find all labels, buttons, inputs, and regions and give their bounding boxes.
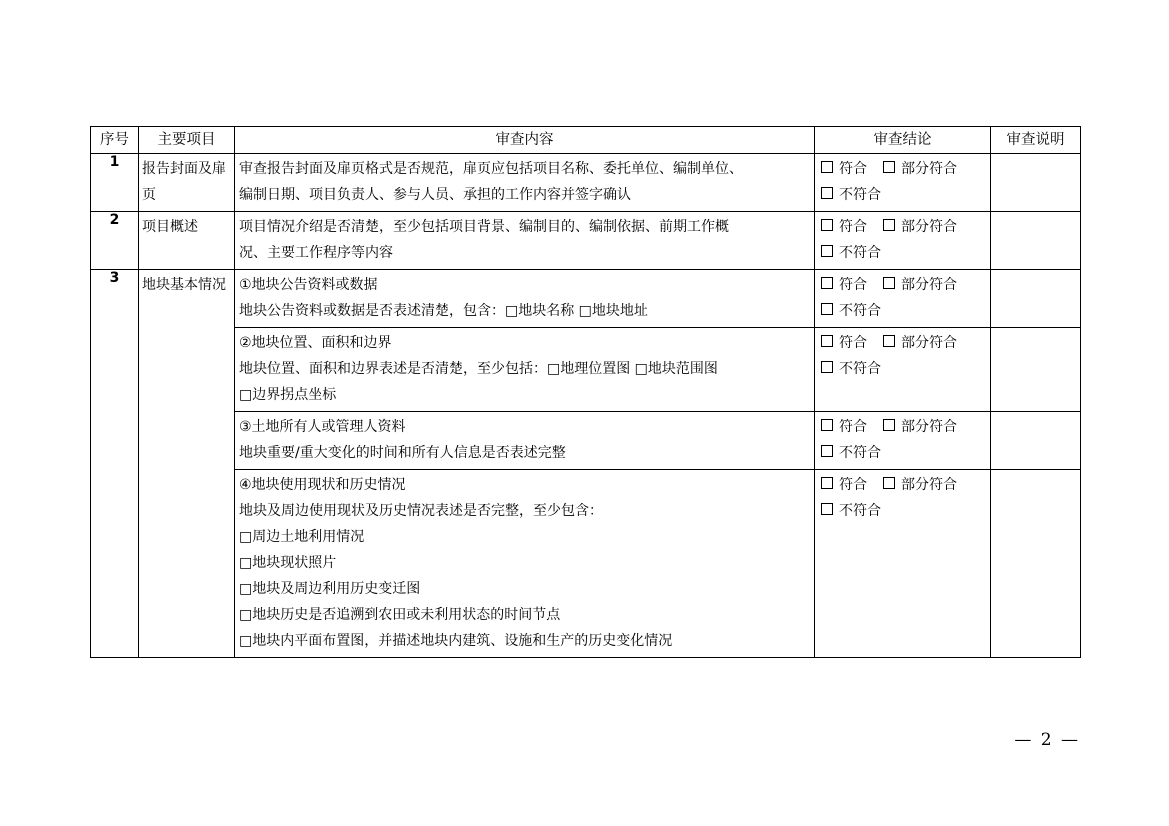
checkbox-conform[interactable] — [821, 277, 833, 289]
table-row — [91, 154, 1081, 212]
row-item-label: 报告封面及扉页 — [142, 161, 226, 203]
conclusion-options — [815, 154, 990, 211]
row-content-cell — [235, 328, 815, 412]
header-remark: 审查说明 — [991, 127, 1081, 154]
content-line: □地块现状照片 — [239, 555, 337, 571]
row-remark-cell[interactable] — [991, 154, 1081, 212]
row-content-cell — [235, 212, 815, 270]
row-remark-text — [991, 470, 1080, 475]
checkbox-nonconform[interactable] — [821, 245, 833, 257]
row-remark-text — [991, 212, 1080, 217]
row-content-cell — [235, 412, 815, 470]
conclusion-options — [815, 212, 990, 269]
checkbox-nonconform[interactable] — [821, 503, 833, 515]
row-number: 3 — [109, 270, 120, 286]
table-row — [91, 470, 1081, 658]
row-content-text — [235, 412, 814, 469]
label-conform: 符合 — [839, 335, 867, 351]
label-conform: 符合 — [839, 277, 867, 293]
row-conclusion-cell — [815, 270, 991, 328]
row-conclusion-cell — [815, 212, 991, 270]
label-partial: 部分符合 — [901, 219, 957, 235]
checkbox-conform[interactable] — [821, 335, 833, 347]
header-conclusion: 审查结论 — [815, 127, 991, 154]
label-partial: 部分符合 — [901, 419, 957, 435]
table-row — [91, 270, 1081, 328]
content-line: 地块公告资料或数据是否表述清楚，包含：□地块名称 □地块地址 — [239, 303, 648, 319]
row-remark-text — [991, 154, 1080, 159]
label-partial: 部分符合 — [901, 335, 957, 351]
label-conform: 符合 — [839, 219, 867, 235]
row-remark-cell[interactable] — [991, 470, 1081, 658]
row-number-cell — [91, 270, 139, 658]
table-row — [91, 212, 1081, 270]
content-line: ②地块位置、面积和边界 — [239, 335, 392, 351]
page-number: — 2 — — [1014, 730, 1080, 750]
checkbox-nonconform[interactable] — [821, 303, 833, 315]
checkbox-conform[interactable] — [821, 419, 833, 431]
row-number: 1 — [109, 154, 120, 170]
content-line: □周边土地利用情况 — [239, 529, 365, 545]
content-line: ④地块使用现状和历史情况 — [239, 477, 406, 493]
label-nonconform: 不符合 — [839, 445, 881, 461]
content-line: ③土地所有人或管理人资料 — [239, 419, 406, 435]
conclusion-options — [815, 412, 990, 469]
content-line: 项目情况介绍是否清楚，至少包括项目背景、编制目的、编制依据、前期工作概 — [239, 219, 729, 235]
row-remark-cell[interactable] — [991, 328, 1081, 412]
content-line: 审查报告封面及扉页格式是否规范，扉页应包括项目名称、委托单位、编制单位、 — [239, 161, 743, 177]
row-remark-text — [991, 270, 1080, 275]
conclusion-options — [815, 328, 990, 385]
row-conclusion-cell — [815, 470, 991, 658]
checkbox-partial[interactable] — [883, 419, 895, 431]
row-content-text — [235, 328, 814, 411]
checkbox-conform[interactable] — [821, 161, 833, 173]
label-nonconform: 不符合 — [839, 361, 881, 377]
row-conclusion-cell — [815, 328, 991, 412]
row-number: 2 — [109, 212, 120, 228]
header-item: 主要项目 — [139, 127, 235, 154]
content-line: 编制日期、项目负责人、参与人员、承担的工作内容并签字确认 — [239, 187, 631, 203]
checkbox-partial[interactable] — [883, 477, 895, 489]
label-partial: 部分符合 — [901, 161, 957, 177]
row-remark-text — [991, 328, 1080, 333]
checkbox-partial[interactable] — [883, 277, 895, 289]
checkbox-nonconform[interactable] — [821, 361, 833, 373]
row-content-text — [235, 154, 814, 211]
label-conform: 符合 — [839, 419, 867, 435]
checkbox-nonconform[interactable] — [821, 187, 833, 199]
row-remark-cell[interactable] — [991, 212, 1081, 270]
row-content-cell — [235, 270, 815, 328]
review-checklist-table — [90, 126, 1081, 658]
header-no: 序号 — [91, 127, 139, 154]
row-content-cell — [235, 154, 815, 212]
row-number-cell — [91, 154, 139, 212]
content-line: □地块内平面布置图，并描述地块内建筑、设施和生产的历史变化情况 — [239, 633, 673, 649]
row-conclusion-cell — [815, 154, 991, 212]
row-content-text — [235, 270, 814, 327]
label-nonconform: 不符合 — [839, 187, 881, 203]
content-line: 况、主要工作程序等内容 — [239, 245, 393, 261]
label-partial: 部分符合 — [901, 277, 957, 293]
conclusion-options — [815, 470, 990, 527]
row-content-cell — [235, 470, 815, 658]
checkbox-conform[interactable] — [821, 477, 833, 489]
label-partial: 部分符合 — [901, 477, 957, 493]
checkbox-partial[interactable] — [883, 335, 895, 347]
row-remark-text — [991, 412, 1080, 417]
label-conform: 符合 — [839, 477, 867, 493]
row-content-text — [235, 212, 814, 269]
table-row — [91, 412, 1081, 470]
row-item-cell — [139, 270, 235, 658]
checkbox-conform[interactable] — [821, 219, 833, 231]
content-line: □边界拐点坐标 — [239, 387, 337, 403]
table-header-row — [91, 127, 1081, 154]
row-item-label: 地块基本情况 — [142, 277, 226, 293]
content-line: □地块及周边利用历史变迁图 — [239, 581, 421, 597]
content-line: 地块重要/重大变化的时间和所有人信息是否表述完整 — [239, 445, 566, 461]
label-conform: 符合 — [839, 161, 867, 177]
label-nonconform: 不符合 — [839, 303, 881, 319]
content-line: 地块位置、面积和边界表述是否清楚，至少包括：□地理位置图 □地块范围图 — [239, 361, 718, 377]
content-line: ①地块公告资料或数据 — [239, 277, 378, 293]
row-item-cell — [139, 212, 235, 270]
row-item-cell — [139, 154, 235, 212]
checkbox-partial[interactable] — [883, 219, 895, 231]
checkbox-nonconform[interactable] — [821, 445, 833, 457]
row-number-cell — [91, 212, 139, 270]
checkbox-partial[interactable] — [883, 161, 895, 173]
conclusion-options — [815, 270, 990, 327]
content-line: □地块历史是否追溯到农田或未利用状态的时间节点 — [239, 607, 561, 623]
label-nonconform: 不符合 — [839, 245, 881, 261]
row-conclusion-cell — [815, 412, 991, 470]
row-remark-cell[interactable] — [991, 270, 1081, 328]
header-content: 审查内容 — [235, 127, 815, 154]
row-remark-cell[interactable] — [991, 412, 1081, 470]
row-item-label: 项目概述 — [142, 219, 198, 235]
table-row — [91, 328, 1081, 412]
label-nonconform: 不符合 — [839, 503, 881, 519]
content-line: 地块及周边使用现状及历史情况表述是否完整，至少包含： — [239, 503, 603, 519]
row-content-text — [235, 470, 814, 657]
